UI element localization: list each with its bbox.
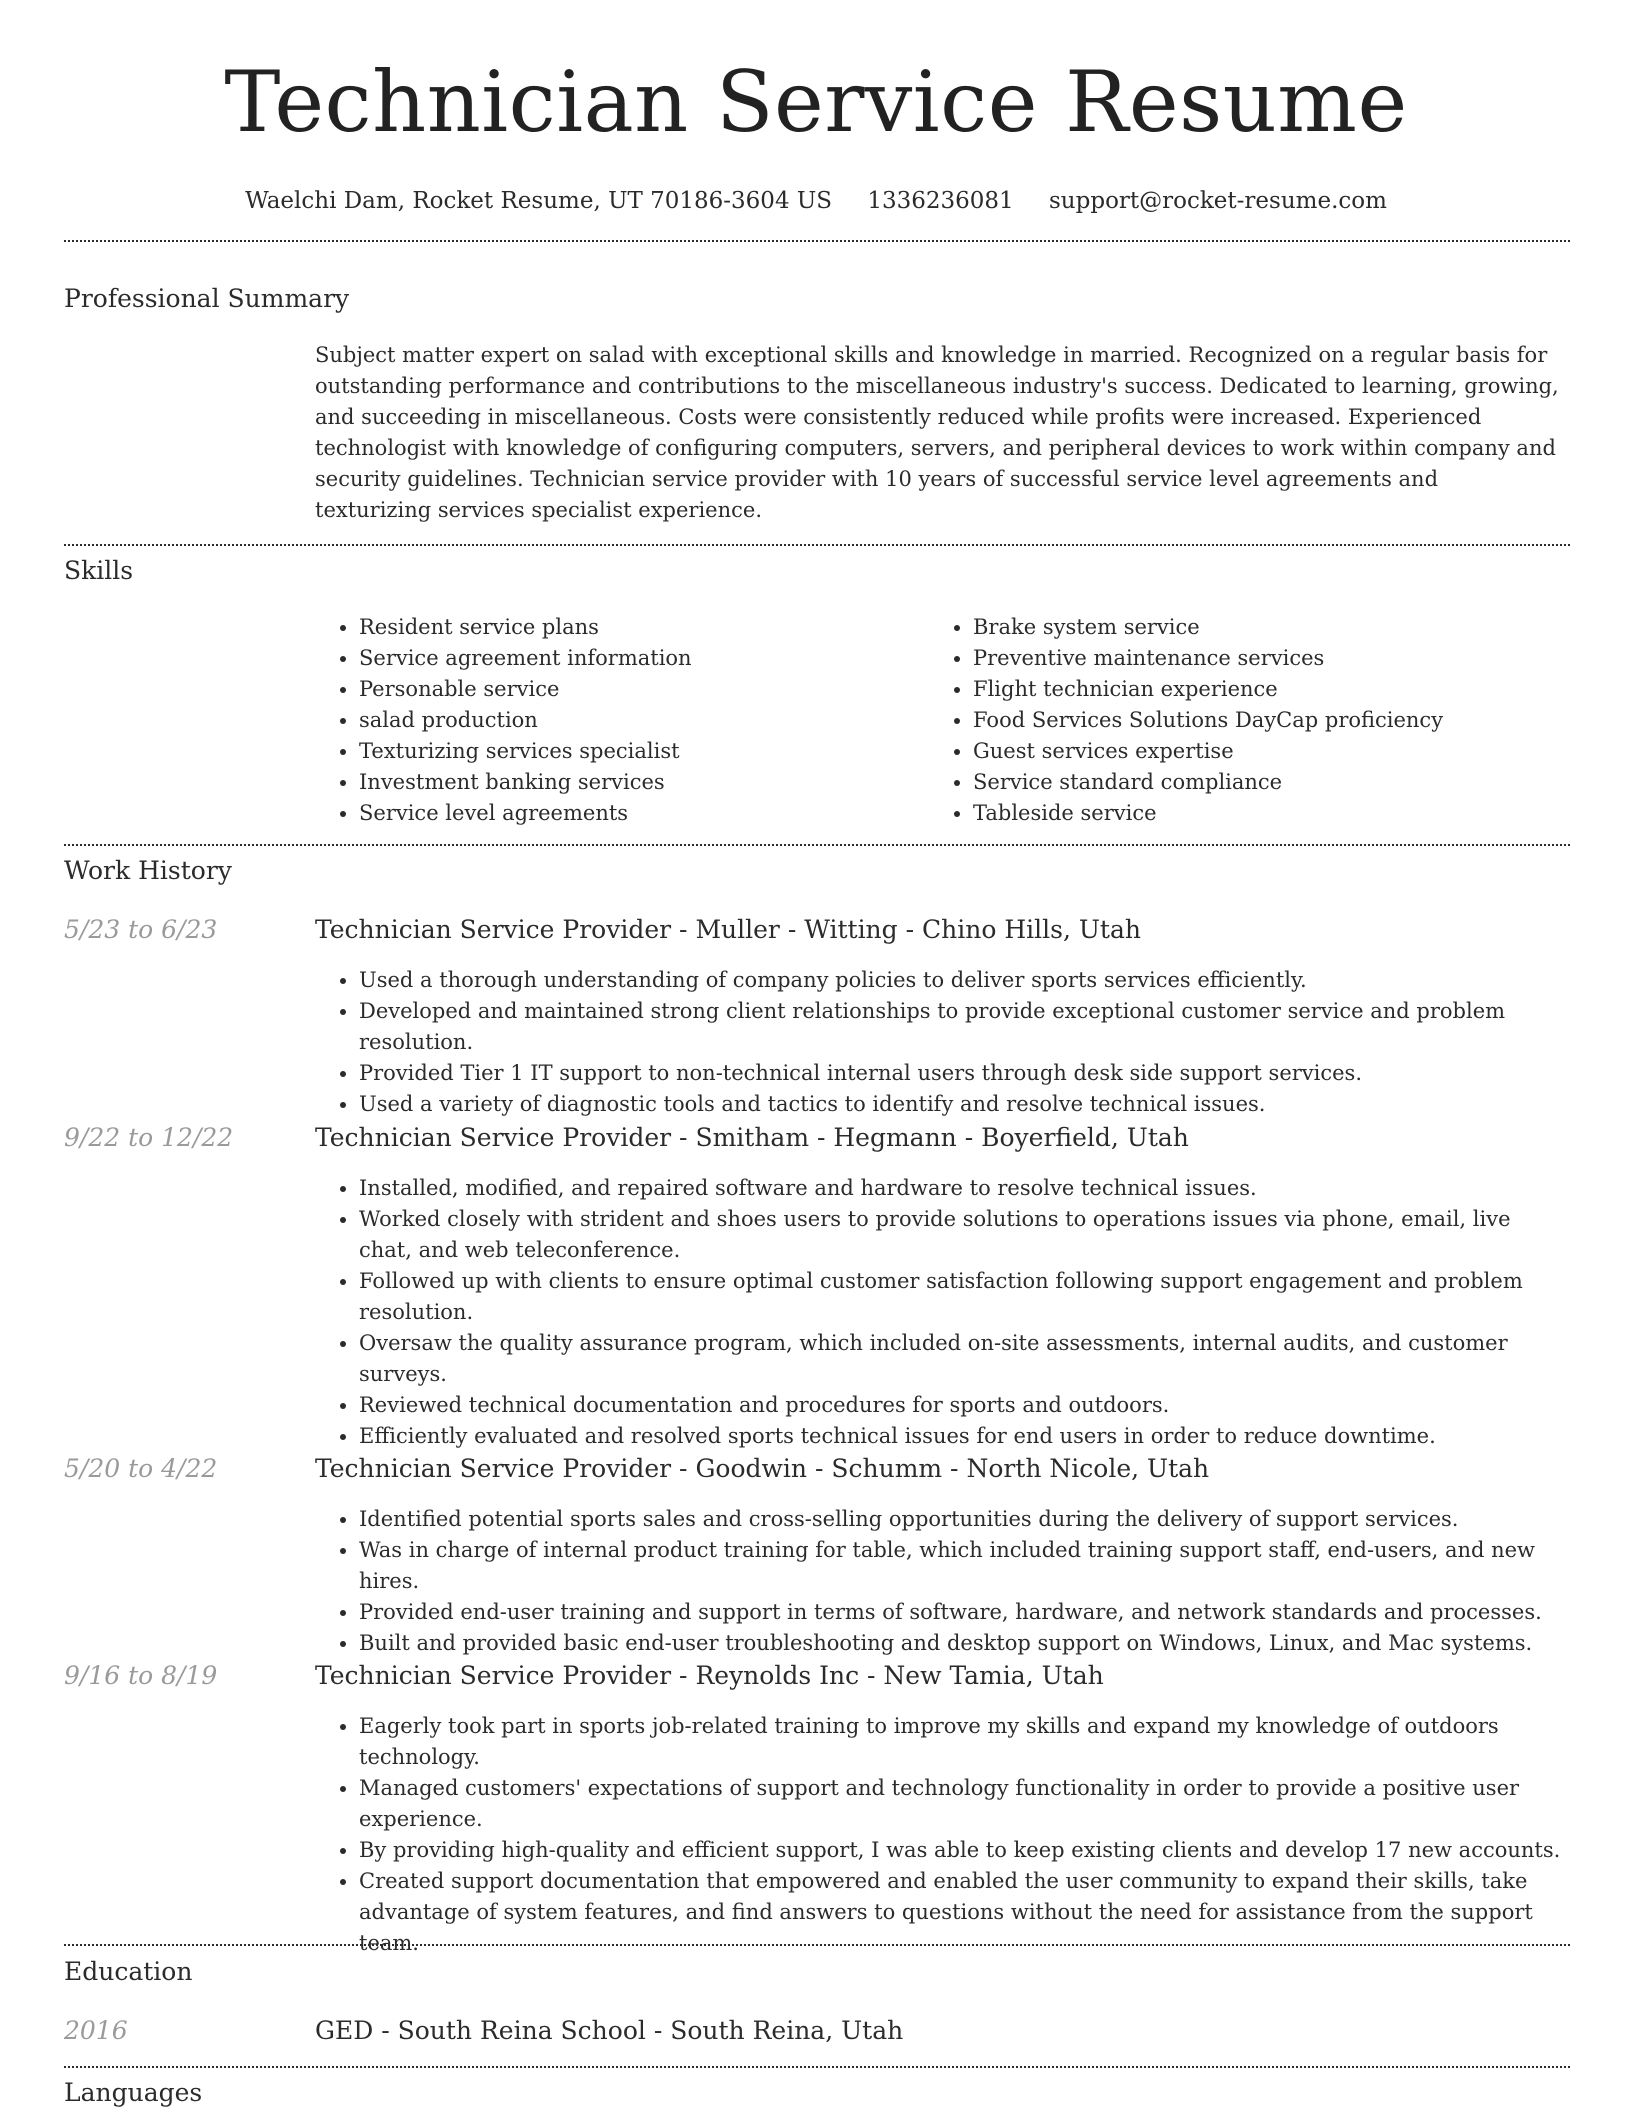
job-dates: 9/22 to 12/22 (64, 1123, 234, 1152)
resume-title: Technician Service Resume (224, 53, 1408, 151)
job-bullet: • Used a thorough understanding of company policies to deliver sports services efficiently. (359, 965, 1570, 996)
job-dates: 5/20 to 4/22 (64, 1454, 218, 1483)
job-bullets (315, 965, 1570, 1120)
section-divider (64, 2066, 1570, 2068)
skill-item: • Personable service (359, 674, 915, 705)
job-bullet: • Managed customers' expectations of support and technology functionality in order to provide a positive user experience. (359, 1773, 1570, 1835)
job-bullet: • Identified potential sports sales and cross-selling opportunities during the delivery of support services. (359, 1504, 1570, 1535)
education-year: 2016 (64, 2016, 128, 2045)
skill-item: • Tableside service (973, 798, 1529, 829)
skills-column-left (315, 612, 915, 829)
languages-heading: Languages (64, 2078, 203, 2107)
contact-address: Waelchi Dam, Rocket Resume, UT 70186-3604 US (245, 188, 833, 214)
skill-item: • Flight technician experience (973, 674, 1529, 705)
job-bullet: • Efficiently evaluated and resolved sports technical issues for end users in order to reduce downtime. (359, 1421, 1570, 1452)
job-bullets (315, 1504, 1570, 1659)
skill-item: • Brake system service (973, 612, 1529, 643)
skill-item: • Service level agreements (359, 798, 915, 829)
job-bullet: • Installed, modified, and repaired software and hardware to resolve technical issues. (359, 1173, 1570, 1204)
section-divider (64, 544, 1570, 546)
job-bullets (315, 1711, 1570, 1959)
skill-item: • Guest services expertise (973, 736, 1529, 767)
section-divider (64, 240, 1570, 242)
skill-item: • Investment banking services (359, 767, 915, 798)
skills-heading: Skills (64, 556, 134, 585)
job-bullet: • Built and provided basic end-user troubleshooting and desktop support on Windows, Linux, and Mac systems. (359, 1628, 1570, 1659)
job-dates: 5/23 to 6/23 (64, 915, 218, 944)
job-bullet: • Eagerly took part in sports job-related training to improve my skills and expand my knowledge of outdoors technology. (359, 1711, 1570, 1773)
job-bullet: • Followed up with clients to ensure optimal customer satisfaction following support engagement and problem resolution. (359, 1266, 1570, 1328)
skill-item: • Preventive maintenance services (973, 643, 1529, 674)
job-bullet: • Used a variety of diagnostic tools and tactics to identify and resolve technical issues. (359, 1089, 1570, 1120)
summary-heading: Professional Summary (64, 284, 350, 313)
education-entry: GED - South Reina School - South Reina, Utah (315, 2016, 904, 2045)
skills-column-right (929, 612, 1529, 829)
job-bullet: • Oversaw the quality assurance program, which included on-site assessments, internal audits, and customer surveys. (359, 1328, 1570, 1390)
job-title: Technician Service Provider - Muller - Witting - Chino Hills, Utah (315, 915, 1141, 944)
job-bullet: • Worked closely with strident and shoes users to provide solutions to operations issues via phone, email, live chat, and web teleconference. (359, 1204, 1570, 1266)
job-title: Technician Service Provider - Smitham - Hegmann - Boyerfield, Utah (315, 1123, 1189, 1152)
skill-item: • Texturizing services specialist (359, 736, 915, 767)
job-bullet: • Reviewed technical documentation and procedures for sports and outdoors. (359, 1390, 1570, 1421)
contact-email: support@rocket-resume.com (1049, 188, 1387, 214)
summary-text: Subject matter expert on salad with exceptional skills and knowledge in married. Recognized on a regular basis for outstanding performance and contributions to the miscellaneous industry's success. Dedicated to learning, growing, and succeeding in miscellaneous. Costs were consistently reduced while profits were increased. Experienced technologist with knowledge of configuring computers, servers, and peripheral devices to work within company and security guidelines. Technician service provider with 10 years of successful service level agreements and texturizing services specialist experience. (315, 343, 1559, 522)
contact-line (0, 186, 1632, 216)
skill-item: • salad production (359, 705, 915, 736)
job-dates: 9/16 to 8/19 (64, 1661, 218, 1690)
job-bullet: • Was in charge of internal product training for table, which included training support staff, end-users, and new hires. (359, 1535, 1570, 1597)
job-bullet: • Developed and maintained strong client relationships to provide exceptional customer service and problem resolution. (359, 996, 1570, 1058)
job-title: Technician Service Provider - Goodwin - Schumm - North Nicole, Utah (315, 1454, 1210, 1483)
education-heading: Education (64, 1957, 193, 1986)
section-divider (64, 1944, 1570, 1946)
skill-item: • Service agreement information (359, 643, 915, 674)
skill-item: • Service standard compliance (973, 767, 1529, 798)
job-bullet: • Created support documentation that empowered and enabled the user community to expand their skills, take advantage of system features, and find answers to questions without the need for assistance from the support team. (359, 1866, 1570, 1959)
skill-item: • Food Services Solutions DayCap proficiency (973, 705, 1529, 736)
contact-phone: 1336236081 (867, 188, 1014, 214)
job-bullet: • Provided end-user training and support in terms of software, hardware, and network standards and processes. (359, 1597, 1570, 1628)
job-bullet: • By providing high-quality and efficient support, I was able to keep existing clients and develop 17 new accounts. (359, 1835, 1570, 1866)
job-title: Technician Service Provider - Reynolds Inc - New Tamia, Utah (315, 1661, 1104, 1690)
section-divider (64, 844, 1570, 846)
skill-item: • Resident service plans (359, 612, 915, 643)
job-bullets (315, 1173, 1570, 1452)
work-heading: Work History (64, 856, 232, 885)
job-bullet: • Provided Tier 1 IT support to non-technical internal users through desk side support services. (359, 1058, 1570, 1089)
